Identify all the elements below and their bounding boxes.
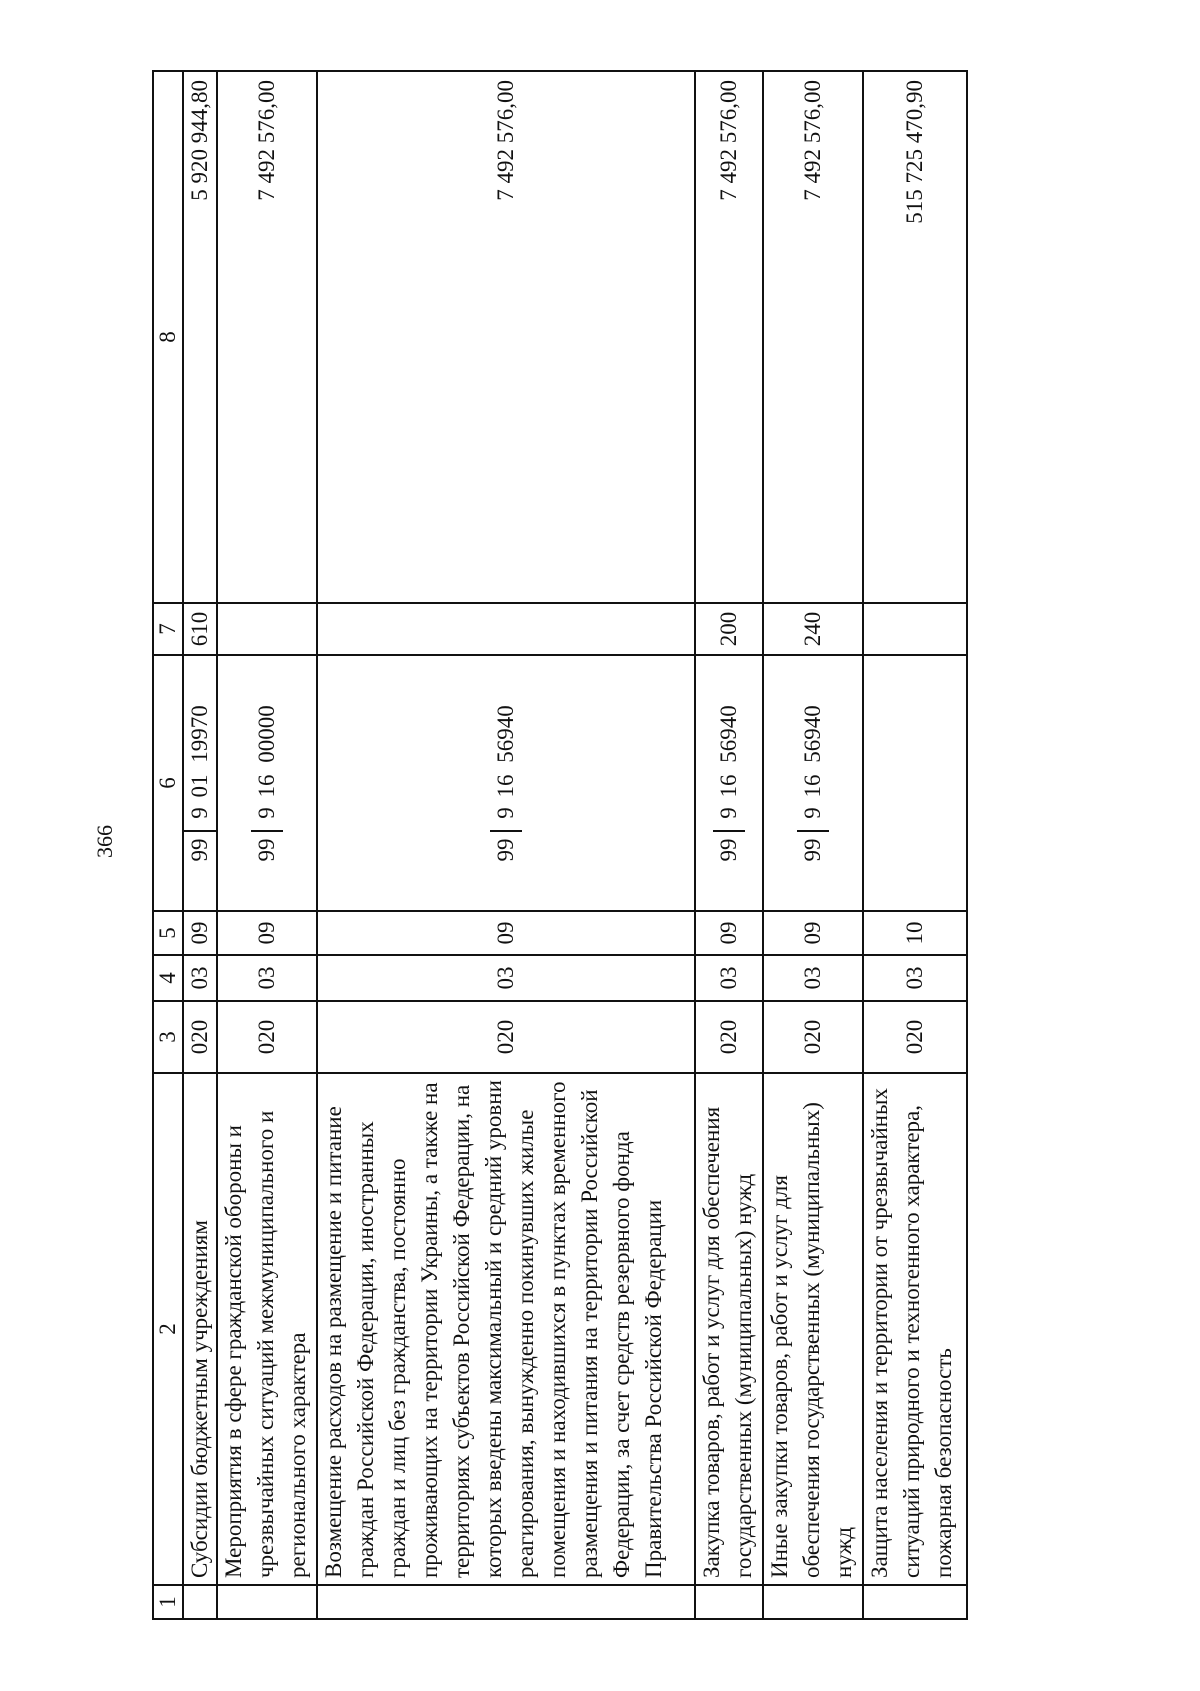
header-cell: 3 xyxy=(153,1001,183,1073)
col3-cell: 020 xyxy=(183,1001,217,1073)
col7-cell: 200 xyxy=(695,603,763,655)
amount-cell: 5 920 944,80 xyxy=(183,71,217,603)
header-row xyxy=(153,71,183,1619)
header-cell: 6 xyxy=(153,655,183,911)
col4-cell: 03 xyxy=(183,955,217,1001)
header-cell: 4 xyxy=(153,955,183,1001)
row-number-cell xyxy=(763,1585,863,1619)
amount-cell: 7 492 576,00 xyxy=(217,71,317,603)
code-cell: 9991600000 xyxy=(217,655,317,911)
table-row xyxy=(183,71,217,1619)
col5-cell: 10 xyxy=(863,911,967,955)
table-row xyxy=(863,71,967,1619)
col7-cell xyxy=(863,603,967,655)
table-row xyxy=(317,71,695,1619)
code-cell: 9991656940 xyxy=(317,655,695,911)
col7-cell: 240 xyxy=(763,603,863,655)
header-cell: 1 xyxy=(153,1585,183,1619)
code-cell: 9991656940 xyxy=(763,655,863,911)
col5-cell: 09 xyxy=(317,911,695,955)
header-cell: 7 xyxy=(153,603,183,655)
col3-cell: 020 xyxy=(863,1001,967,1073)
col4-cell: 03 xyxy=(695,955,763,1001)
description-cell: Защита населения и территории от чрезвычайных ситуаций природного и техногенного характера, пожарная безопасность xyxy=(863,1073,967,1585)
col5-cell: 09 xyxy=(217,911,317,955)
col3-cell: 020 xyxy=(217,1001,317,1073)
col4-cell: 03 xyxy=(763,955,863,1001)
table-row xyxy=(763,71,863,1619)
page-number: 366 xyxy=(92,825,117,858)
col5-cell: 09 xyxy=(763,911,863,955)
row-number-cell xyxy=(217,1585,317,1619)
header-cell: 2 xyxy=(153,1073,183,1585)
code-cell: 9991656940 xyxy=(695,655,763,911)
budget-table xyxy=(152,70,968,1620)
row-number-cell xyxy=(695,1585,763,1619)
row-number-cell xyxy=(183,1585,217,1619)
amount-cell: 7 492 576,00 xyxy=(317,71,695,603)
description-cell: Субсидии бюджетным учреждениям xyxy=(183,1073,217,1585)
header-cell: 5 xyxy=(153,911,183,955)
col4-cell: 03 xyxy=(863,955,967,1001)
row-number-cell xyxy=(863,1585,967,1619)
col4-cell: 03 xyxy=(317,955,695,1001)
code-cell xyxy=(863,655,967,911)
col7-cell xyxy=(217,603,317,655)
header-cell: 8 xyxy=(153,71,183,603)
table-row xyxy=(217,71,317,1619)
col7-cell: 610 xyxy=(183,603,217,655)
amount-cell: 7 492 576,00 xyxy=(763,71,863,603)
rotated-table-wrapper xyxy=(152,72,968,1620)
code-cell: 9990119970 xyxy=(183,655,217,911)
amount-cell: 515 725 470,90 xyxy=(863,71,967,603)
col5-cell: 09 xyxy=(183,911,217,955)
row-number-cell xyxy=(317,1585,695,1619)
col3-cell: 020 xyxy=(695,1001,763,1073)
description-cell: Мероприятия в сфере гражданской обороны и чрезвычайных ситуаций межмуниципального и регионального характера xyxy=(217,1073,317,1585)
description-cell: Иные закупки товаров, работ и услуг для обеспечения государственных (муниципальных) нужд xyxy=(763,1073,863,1585)
description-cell: Закупка товаров, работ и услуг для обеспечения государственных (муниципальных) нужд xyxy=(695,1073,763,1585)
table-row xyxy=(695,71,763,1619)
col3-cell: 020 xyxy=(763,1001,863,1073)
col3-cell: 020 xyxy=(317,1001,695,1073)
col4-cell: 03 xyxy=(217,955,317,1001)
col5-cell: 09 xyxy=(695,911,763,955)
amount-cell: 7 492 576,00 xyxy=(695,71,763,603)
col7-cell xyxy=(317,603,695,655)
description-cell: Возмещение расходов на размещение и питание граждан Российской Федерации, иностранных граждан и лиц без гражданства, постоянно проживающих на территории Украины, а также на территориях субъектов Российской Федерации, на которых введены максимальный и средний уровни реагирования, вынужденно покинувших жилые помещения и находившихся в пунктах временного размещения и питания на территории Российской Федерации, за счет средств резервного фонда Правительства Российской Федерации xyxy=(317,1073,695,1585)
